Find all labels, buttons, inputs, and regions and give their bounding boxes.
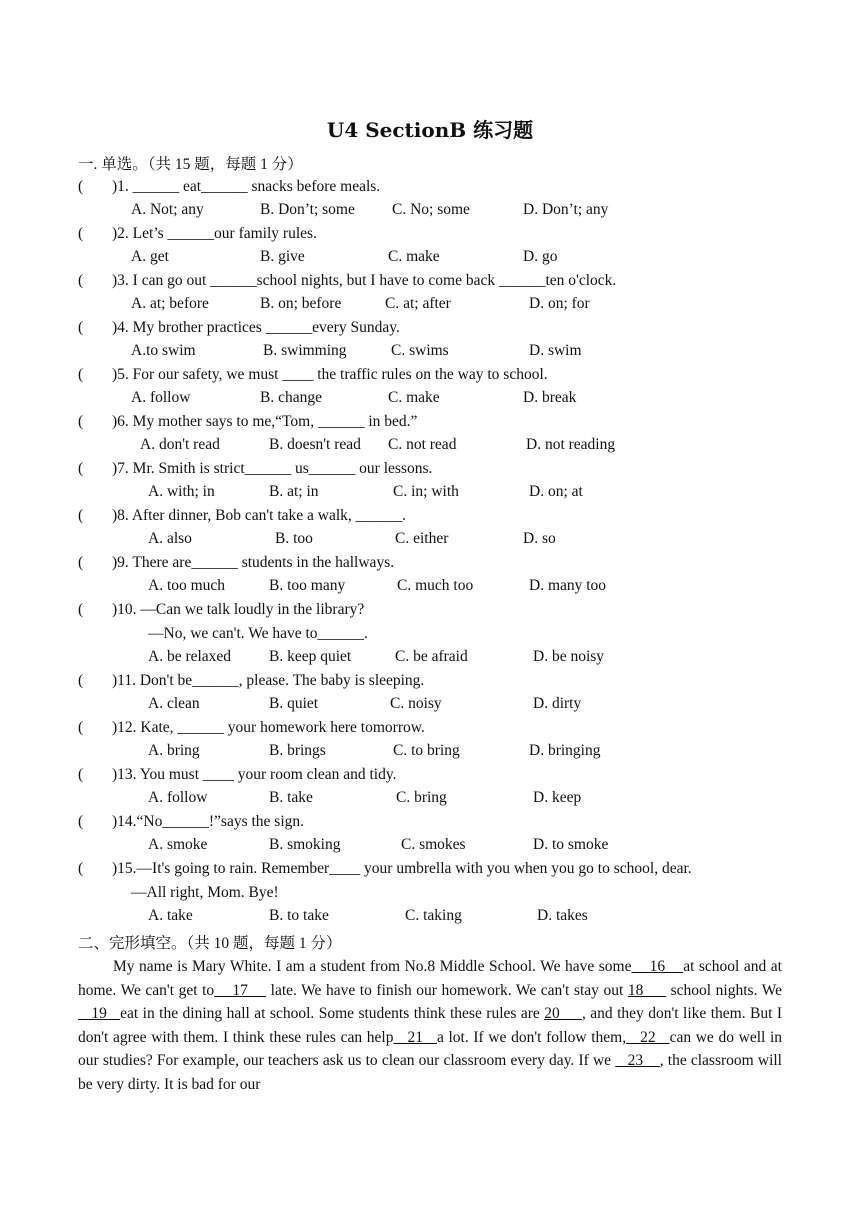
answer-blank[interactable]: ( [78,813,84,830]
option-c[interactable]: C. taking [405,907,462,924]
passage-text: eat in the dining hall at school. Some students think these rules are [120,1005,545,1022]
question-11 [78,672,424,690]
option-a[interactable]: A.to swim [131,342,196,359]
option-d[interactable]: D. go [523,248,558,265]
option-b[interactable]: B. brings [269,742,326,759]
answer-blank-close: ) [112,672,118,689]
option-b[interactable]: B. Don’t; some [260,201,355,218]
page-title: U4 SectionB 练习题 [326,118,534,142]
question-text: 7. Mr. Smith is strict______ us______ our lessons. [117,460,433,477]
option-a[interactable]: A. smoke [148,836,208,853]
option-a[interactable]: A. clean [148,695,200,712]
option-b[interactable]: B. on; before [260,295,342,312]
question-15-line2: —All right, Mom. Bye! [131,884,279,901]
question-9 [78,554,394,572]
question-text: 1. ______ eat______ snacks before meals. [117,178,381,195]
question-7-options [0,483,860,503]
passage-text: at school and at home. We can't get to [78,958,782,999]
question-text: 3. I can go out ______school nights, but I have to come back ______ten o'clock. [117,272,617,289]
option-d[interactable]: D. on; for [529,295,590,312]
answer-blank[interactable]: ( [78,413,84,430]
question-12-options [0,742,860,762]
option-c[interactable]: C. not read [388,436,457,453]
answer-blank[interactable]: ( [78,601,84,618]
question-5-options [0,389,860,409]
question-text: 2. Let’s ______our family rules. [117,225,317,242]
answer-blank[interactable]: ( [78,507,84,524]
answer-blank-close: ) [112,554,118,571]
question-text: 8. After dinner, Bob can't take a walk, ______. [117,507,407,524]
option-a[interactable]: A. take [148,907,193,924]
question-text: 13. You must ____ your room clean and tidy. [117,766,397,783]
question-10 [78,601,364,619]
answer-blank[interactable]: ( [78,272,84,289]
cloze-blank-16[interactable]: 16 [631,958,684,975]
option-d[interactable]: D. bringing [529,742,601,759]
option-d[interactable]: D. not reading [526,436,616,453]
answer-blank-close: ) [112,225,118,242]
question-5 [78,366,548,384]
question-13-options [0,789,860,809]
option-c[interactable]: C. smokes [401,836,466,853]
question-1 [78,178,380,196]
question-9-options [0,577,860,597]
option-b[interactable]: B. smoking [269,836,341,853]
question-14 [78,813,304,831]
option-b[interactable]: B. doesn't read [269,436,361,453]
answer-blank-close: ) [112,413,118,430]
option-c[interactable]: C. much too [397,577,474,594]
section1-heading: 一. 单选。（共 15 题，每题 1 分） [78,156,303,173]
option-b[interactable]: B. give [260,248,305,265]
passage-text: , and they don't like them. But I don't agree with them. I think these rules can help [78,1005,783,1046]
option-d[interactable]: D. on; at [529,483,583,500]
answer-blank[interactable]: ( [78,554,84,571]
question-6-options [0,436,860,456]
option-d[interactable]: D. so [523,530,556,547]
answer-blank[interactable]: ( [78,719,84,736]
question-8-options [0,530,860,550]
option-b[interactable]: B. swimming [263,342,347,359]
passage-text: My name is Mary White. I am a student from No.8 Middle School. We have some [113,958,632,975]
option-c[interactable]: C. in; with [393,483,459,500]
passage-text: school nights. We [666,981,782,999]
cloze-blank-19[interactable]: 19 [78,1005,121,1022]
question-2-options [0,248,860,268]
option-a[interactable]: A. at; before [131,295,209,312]
passage-text: a lot. If we don't follow them, [436,1028,627,1046]
question-6 [78,413,417,431]
question-3 [78,272,616,290]
question-7 [78,460,432,478]
question-12 [78,719,425,737]
question-text: 14.“No______!”says the sign. [117,813,305,830]
option-b[interactable]: B. change [260,389,322,406]
question-10-options [0,648,860,668]
option-a[interactable]: A. with; in [148,483,215,500]
option-d[interactable]: D. keep [533,789,582,806]
option-c[interactable]: C. noisy [390,695,442,712]
question-text: 11. Don't be______, please. The baby is sleeping. [117,672,425,689]
question-14-options [0,836,860,856]
question-13 [78,766,396,784]
option-b[interactable]: B. at; in [269,483,319,500]
option-c[interactable]: C. at; after [385,295,451,312]
question-4 [78,319,400,337]
option-d[interactable]: D. break [523,389,577,406]
answer-blank-close: ) [112,860,118,877]
option-a[interactable]: A. Not; any [131,201,204,218]
passage-text: , the classroom will be very dirty. It is bad for our [78,1052,782,1093]
option-d[interactable]: D. Don’t; any [523,201,609,218]
option-d[interactable]: D. be noisy [533,648,605,665]
option-c[interactable]: C. make [388,389,440,406]
option-b[interactable]: B. too many [269,577,346,594]
question-3-options [0,295,860,315]
cloze-blank-22[interactable]: 22 [626,1028,670,1046]
answer-blank[interactable]: ( [78,860,84,877]
option-b[interactable]: B. keep quiet [269,648,352,665]
question-15-options [0,907,860,927]
question-15 [78,860,692,878]
option-a[interactable]: A. also [148,530,192,547]
option-b[interactable]: B. to take [269,907,329,924]
answer-blank-close: ) [112,813,118,830]
cloze-blank-21[interactable]: 21 [393,1028,437,1046]
option-c[interactable]: C. either [395,530,449,547]
answer-blank[interactable]: ( [78,319,84,336]
answer-blank-close: ) [112,766,118,783]
question-text: 4. My brother practices ______every Sunday. [117,319,400,336]
option-b[interactable]: B. take [269,789,313,806]
section2-heading: 二、完形填空。（共 10 题，每题 1 分） [78,935,342,952]
answer-blank[interactable]: ( [78,225,84,242]
option-d[interactable]: D. to smoke [533,836,609,853]
option-d[interactable]: D. many too [529,577,607,594]
option-a[interactable]: A. don't read [140,436,220,453]
cloze-blank-20[interactable]: 20 [544,1005,582,1022]
option-c[interactable]: C. to bring [393,742,460,759]
option-b[interactable]: B. quiet [269,695,319,712]
passage-text: can we do well in our studies? For example, our teachers ask us to clean our classroom every day. If we [78,1028,783,1069]
cloze-blank-17[interactable]: 17 [214,981,267,999]
question-text: 5. For our safety, we must ____ the traffic rules on the way to school. [117,366,548,383]
answer-blank[interactable]: ( [78,672,84,689]
passage-text: late. We have to finish our homework. We can't stay out [266,981,628,999]
option-c[interactable]: C. swims [391,342,449,359]
question-text: 6. My mother says to me,“Tom, ______ in bed.” [117,413,418,430]
option-b[interactable]: B. too [275,530,313,547]
answer-blank[interactable]: ( [78,460,84,477]
option-c[interactable]: C. bring [396,789,447,806]
option-a[interactable]: A. get [131,248,169,265]
answer-blank-close: ) [112,460,118,477]
answer-blank-close: ) [112,319,118,336]
option-d[interactable]: D. swim [529,342,582,359]
cloze-passage [78,955,782,1096]
option-a[interactable]: A. be relaxed [148,648,232,665]
option-a[interactable]: A. bring [148,742,200,759]
question-10-line2: —No, we can't. We have to______. [148,625,368,642]
answer-blank-close: ) [112,366,118,383]
option-a[interactable]: A. follow [131,389,191,406]
question-2 [78,225,317,243]
question-text: 12. Kate, ______ your homework here tomorrow. [117,719,425,736]
option-c[interactable]: C. be afraid [395,648,468,665]
answer-blank-close: ) [112,719,118,736]
answer-blank-close: ) [112,178,118,195]
answer-blank[interactable]: ( [78,766,84,783]
question-4-options [0,342,860,362]
question-1-options [0,201,860,221]
answer-blank[interactable]: ( [78,178,84,195]
answer-blank-close: ) [112,507,118,524]
question-text: 9. There are______ students in the hallways. [117,554,395,571]
question-text: 10. —Can we talk loudly in the library? [117,601,365,618]
option-d[interactable]: D. takes [537,907,588,924]
question-text: 15.—It's going to rain. Remember____ your umbrella with you when you go to school, dear. [117,860,692,877]
option-c[interactable]: C. make [388,248,440,265]
option-c[interactable]: C. No; some [392,201,470,218]
cloze-blank-23[interactable]: 23 [615,1052,660,1069]
question-8 [78,507,406,525]
answer-blank-close: ) [112,601,118,618]
answer-blank-close: ) [112,272,118,289]
option-a[interactable]: A. follow [148,789,208,806]
option-a[interactable]: A. too much [148,577,226,594]
cloze-blank-18[interactable]: 18 [627,981,667,999]
question-11-options [0,695,860,715]
answer-blank[interactable]: ( [78,366,84,383]
option-d[interactable]: D. dirty [533,695,582,712]
